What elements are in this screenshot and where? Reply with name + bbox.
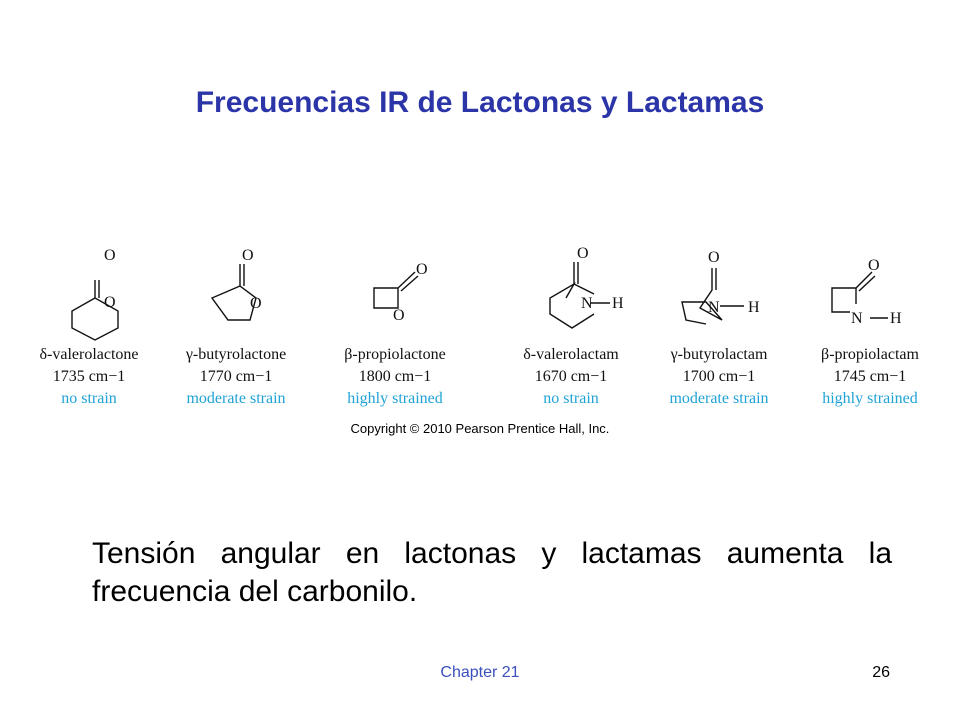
page-number: 26 xyxy=(872,664,890,681)
ring-n-label: N xyxy=(851,310,863,327)
molecule-frequency: 1670 cm−1 xyxy=(534,368,608,385)
ring-o-label: O xyxy=(250,295,262,312)
copyright-notice: Copyright © 2010 Pearson Prentice Hall, Inc. xyxy=(350,421,610,436)
ring-n-label: N xyxy=(708,299,720,316)
structures-figure xyxy=(0,236,960,446)
carbonyl-o-label: O xyxy=(868,257,880,274)
carbonyl-o-label: O xyxy=(104,247,116,264)
nh-label: H xyxy=(612,295,624,312)
strain-label: moderate strain xyxy=(186,390,286,407)
molecule-caption xyxy=(795,344,945,410)
carbonyl-o-label: O xyxy=(242,247,254,264)
molecule-name: β-propiolactam xyxy=(821,346,919,363)
beta-propiolactone-structure xyxy=(374,261,428,324)
molecule-name: γ-butyrolactone xyxy=(185,346,287,363)
ring-o-label: O xyxy=(104,294,116,311)
slide-title: Frecuencias IR de Lactonas y Lactamas xyxy=(195,86,765,119)
ring-n-label: N xyxy=(581,295,593,312)
nh-label: H xyxy=(748,299,760,316)
strain-label: highly strained xyxy=(347,390,443,407)
carbonyl-o-label: O xyxy=(577,245,589,262)
gamma-butyrolactone-structure xyxy=(212,247,262,320)
molecule-caption xyxy=(161,344,311,410)
molecule-name: δ-valerolactone xyxy=(39,346,139,363)
beta-propiolactam-structure xyxy=(832,257,902,327)
molecule-caption xyxy=(644,344,794,410)
strain-label: highly strained xyxy=(822,390,918,407)
molecule-frequency: 1735 cm−1 xyxy=(52,368,126,385)
molecule-caption xyxy=(14,344,164,410)
nh-label: H xyxy=(890,310,902,327)
molecule-name: δ-valerolactam xyxy=(523,346,619,363)
carbonyl-o-label: O xyxy=(416,261,428,278)
strain-label: no strain xyxy=(543,390,599,407)
footer-chapter: Chapter 21 xyxy=(440,664,520,681)
molecule-frequency: 1745 cm−1 xyxy=(833,368,907,385)
molecule-name: γ-butyrolactam xyxy=(670,346,768,363)
molecule-frequency: 1800 cm−1 xyxy=(358,368,432,385)
delta-valerolactone-structure xyxy=(72,247,118,340)
body-text: Tensión angular en lactonas y lactamas aumenta la frecuencia del carbonilo. xyxy=(92,537,892,608)
strain-label: no strain xyxy=(61,390,117,407)
molecule-frequency: 1700 cm−1 xyxy=(682,368,756,385)
delta-valerolactam-structure xyxy=(550,245,624,328)
gamma-butyrolactam-structure xyxy=(682,249,760,324)
molecule-caption xyxy=(496,344,646,410)
molecule-frequency: 1770 cm−1 xyxy=(199,368,273,385)
ring-o-label: O xyxy=(393,307,405,324)
carbonyl-o-label: O xyxy=(708,249,720,266)
molecule-name: β-propiolactone xyxy=(344,346,446,363)
strain-label: moderate strain xyxy=(669,390,769,407)
molecule-caption xyxy=(320,344,470,410)
